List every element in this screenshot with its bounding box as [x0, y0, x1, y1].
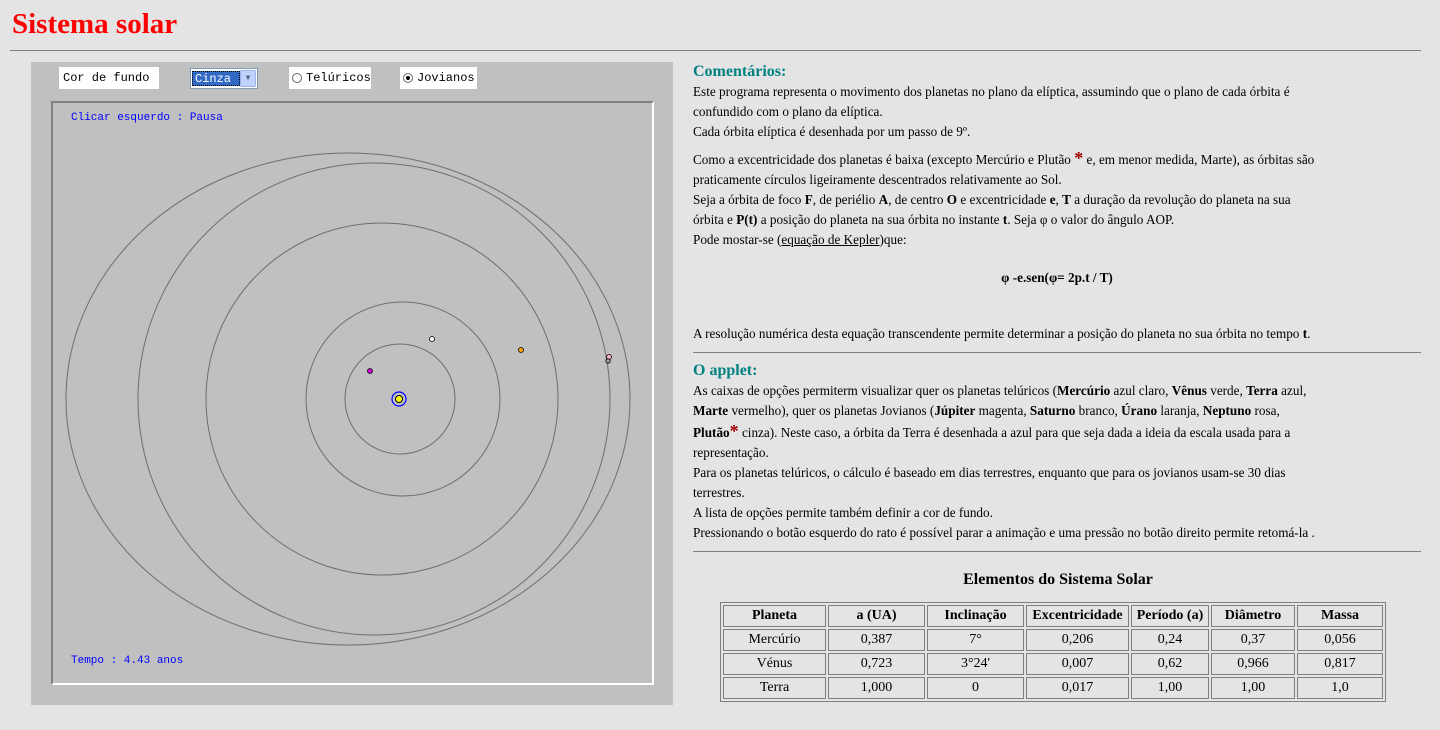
text-fragment: , de centro	[888, 192, 947, 207]
text-fragment: .	[1307, 326, 1311, 341]
text-bold: t	[1302, 326, 1308, 341]
text-bold: e	[1049, 192, 1056, 207]
text-bold: Terra	[1246, 383, 1278, 398]
kepler-formula: φ -e.sen(φ= 2p.t / T)	[1001, 270, 1113, 285]
uranus-planet	[519, 348, 524, 353]
text-fragment: Pode mostar-se (	[693, 232, 782, 247]
text-bold: F	[804, 192, 813, 207]
radio-circle-icon[interactable]	[292, 73, 302, 83]
radio-checked-icon[interactable]	[403, 73, 413, 83]
text-fragment: rosa,	[1251, 403, 1280, 418]
table-cell: 0,966	[1211, 653, 1295, 675]
table-cell: 0	[927, 677, 1024, 699]
text-fragment: azul claro,	[1110, 383, 1172, 398]
table-cell: 0,017	[1026, 677, 1129, 699]
table-cell: 0,24	[1131, 629, 1209, 651]
background-color-select-value: Cinza	[192, 71, 240, 86]
table-header-cell: Excentricidade	[1026, 605, 1129, 627]
page-title: Sistema solar	[12, 8, 178, 40]
radio-telluric[interactable]	[289, 67, 371, 89]
text-bold: Saturno	[1029, 403, 1076, 418]
sun-marker	[396, 396, 403, 403]
text-line: Este programa representa o movimento dos planetas no plano da elíptica, assumindo que o plano de cada órbita é	[693, 84, 1290, 99]
table-row	[723, 629, 1383, 651]
text-column	[693, 62, 1421, 702]
text-line: A lista de opções permite também definir a cor de fundo.	[693, 505, 993, 520]
text-line: Pressionando o botão esquerdo do rato é possível parar a animação e uma pressão no botão direito permite retomá-la .	[693, 525, 1315, 540]
comments-paragraph-5	[693, 230, 1421, 250]
table-cell: Terra	[723, 677, 826, 699]
radio-jovian[interactable]	[400, 67, 477, 89]
comments-paragraph-1	[693, 82, 1421, 122]
text-line: e, em menor medida, Marte), as órbitas são	[1083, 152, 1315, 167]
text-fragment: A resolução numérica desta equação transcendente permite determinar a posição do planeta no sua órbita no tempo	[693, 326, 1303, 341]
text-fragment: laranja,	[1157, 403, 1203, 418]
text-fragment: a duração da revolução do planeta na sua	[1070, 192, 1291, 207]
text-line: praticamente círculos ligeiramente descentrados relativamente ao Sol.	[693, 172, 1062, 187]
text-bold: Vênus	[1171, 383, 1207, 398]
comments-paragraph-6	[693, 324, 1421, 344]
title-divider	[10, 50, 1421, 51]
table-cell: 0,37	[1211, 629, 1295, 651]
pluto-planet	[606, 359, 610, 363]
text-bold: Plutão	[693, 425, 730, 440]
text-bold: t	[1002, 212, 1008, 227]
text-fragment: As caixas de opções permiterm visualizar quer os planetas telúricos (	[693, 383, 1057, 398]
table-cell: 1,00	[1211, 677, 1295, 699]
text-line: representação.	[693, 445, 769, 460]
text-line: Para os planetas telúricos, o cálculo é baseado em dias terrestres, enquanto que para os jovianos usam-se 30 dias	[693, 465, 1286, 480]
table-cell: 1,000	[828, 677, 925, 699]
text-line: terrestres.	[693, 485, 745, 500]
text-bold: T	[1062, 192, 1071, 207]
solar-elements-table	[720, 602, 1386, 702]
text-bold: Mercúrio	[1057, 383, 1111, 398]
text-fragment: e excentricidade	[957, 192, 1050, 207]
table-cell: 0,387	[828, 629, 925, 651]
text-bold: Marte	[693, 403, 729, 418]
pause-hint: Clicar esquerdo : Pausa	[71, 112, 223, 124]
uranus-orbit	[206, 223, 558, 575]
kepler-equation-link[interactable]: equação de Kepler	[781, 232, 880, 247]
table-header-cell: Planeta	[723, 605, 826, 627]
jupiter-planet	[368, 369, 373, 374]
text-line: Como a excentricidade dos planetas é baixa (excepto Mercúrio e Plutão	[693, 152, 1071, 167]
background-color-label: Cor de fundo	[59, 67, 159, 89]
text-bold: Úrano	[1121, 403, 1158, 418]
table-header-cell: a (UA)	[828, 605, 925, 627]
table-row	[723, 653, 1383, 675]
text-fragment: magenta,	[975, 403, 1030, 418]
table-cell: 0,723	[828, 653, 925, 675]
text-fragment: cinza). Neste caso, a órbita da Terra é desenhada a azul para que seja dada a ideia da escala usada para a	[738, 425, 1291, 440]
table-cell: Vénus	[723, 653, 826, 675]
table-cell: 0,056	[1297, 629, 1383, 651]
text-bold: Neptuno	[1202, 403, 1252, 418]
asterisk-icon: *	[1074, 148, 1084, 168]
table-cell: 1,00	[1131, 677, 1209, 699]
background-color-select[interactable]	[190, 68, 258, 89]
table-cell: 1,0	[1297, 677, 1383, 699]
text-line: confundido com o plano da elíptica.	[693, 104, 883, 119]
asterisk-icon: *	[729, 421, 739, 441]
table-row	[723, 677, 1383, 699]
solar-system-applet[interactable]	[31, 62, 673, 705]
orbit-canvas[interactable]	[51, 101, 654, 685]
text-bold: P(t)	[736, 212, 758, 227]
text-fragment: órbita e	[693, 212, 737, 227]
table-cell: 3°24'	[927, 653, 1024, 675]
table-header-cell: Massa	[1297, 605, 1383, 627]
applet-paragraph-1	[693, 381, 1421, 543]
text-fragment: verde,	[1206, 383, 1247, 398]
text-fragment: , de periélio	[812, 192, 879, 207]
radio-jovian-label: Jovianos	[417, 71, 475, 85]
table-header-cell: Período (a)	[1131, 605, 1209, 627]
section-divider	[693, 551, 1421, 552]
table-cell: 0,817	[1297, 653, 1383, 675]
saturn-planet	[430, 337, 435, 342]
text-fragment: branco,	[1075, 403, 1122, 418]
text-bold: A	[878, 192, 889, 207]
comments-paragraph-3	[693, 148, 1421, 190]
comments-paragraph-2: Cada órbita elíptica é desenhada por um passo de 9º.	[693, 124, 971, 139]
text-bold: Júpiter	[934, 403, 976, 418]
table-header-cell: Diâmetro	[1211, 605, 1295, 627]
table-header-cell: Inclinação	[927, 605, 1024, 627]
chevron-down-icon[interactable]: ▼	[240, 70, 256, 87]
time-readout: Tempo : 4.43 anos	[71, 655, 184, 667]
table-cell: 7°	[927, 629, 1024, 651]
applet-heading: O applet:	[693, 362, 758, 379]
text-fragment: Seja a órbita de foco	[693, 192, 805, 207]
neptune-orbit	[138, 163, 610, 635]
table-title: Elementos do Sistema Solar	[963, 571, 1153, 588]
table-cell: 0,62	[1131, 653, 1209, 675]
table-header-row	[723, 605, 1383, 627]
text-fragment: . Seja φ o valor do ângulo AOP.	[1007, 212, 1175, 227]
text-fragment: vermelho), quer os planetas Jovianos (	[728, 403, 935, 418]
text-fragment: ,	[1055, 192, 1063, 207]
table-cell: 0,206	[1026, 629, 1129, 651]
table-cell: Mercúrio	[723, 629, 826, 651]
text-fragment: )que:	[879, 232, 907, 247]
section-divider	[693, 352, 1421, 353]
text-bold: O	[946, 192, 958, 207]
comments-paragraph-4	[693, 190, 1421, 230]
table-cell: 0,007	[1026, 653, 1129, 675]
comments-heading: Comentários:	[693, 63, 787, 80]
text-fragment: a posição do planeta na sua órbita no instante	[757, 212, 1003, 227]
radio-telluric-label: Telúricos	[306, 71, 371, 85]
orbit-drawing	[53, 103, 652, 683]
text-fragment: azul,	[1277, 383, 1307, 398]
